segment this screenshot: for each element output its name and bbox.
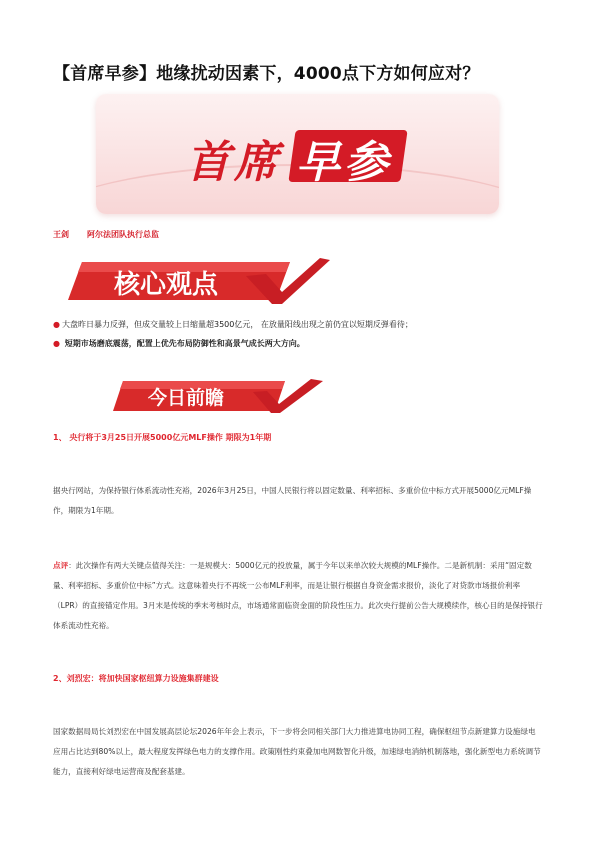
core-point-text: 大盘昨日暴力反弹，但成交量较上日缩量超3500亿元， 在放量阳线出现之前仍宜以短期反弹看待； <box>61 320 413 329</box>
list-item <box>53 315 553 334</box>
section-heading-core: 核心观点 <box>114 270 219 300</box>
comment-label: 点评 <box>53 561 69 570</box>
bullet-icon: ● <box>53 339 60 348</box>
section-heading-today: 今日前瞻 <box>148 387 225 409</box>
author-role: 阿尔法团队执行总监 <box>87 230 159 239</box>
author-line <box>53 229 159 240</box>
item2-body: 国家数据局局长刘烈宏在中国发展高层论坛2026年年会上表示，下一步将会同相关部门大力推进算电协同工程，确保枢纽节点新建算力设施绿电应用占比达到80%以上，最大程度发挥绿色电力的支撑作用。政策刚性约束叠加电网数智化升级，加速绿电消纳机制落地，强化新型电力系统调节能力，直接利好绿电运营商及配套基建。 <box>53 727 541 776</box>
core-point-text: 短期市场磨底震荡，配置上优先布局防御性和高景气成长两大方向。 <box>61 339 305 348</box>
item1-body: 据央行网站，为保持银行体系流动性充裕，2026年3月25日，中国人民银行将以固定数量、利率招标、多重价位中标方式开展5000亿元MLF操作，期限为1年期。 <box>53 486 532 515</box>
core-points-list <box>53 315 553 353</box>
item1-heading: 1、 央行将于3月25日开展5000亿元MLF操作 期限为1年期 <box>53 433 272 442</box>
author-name: 王剑 <box>53 230 69 239</box>
item1-comment <box>53 556 543 636</box>
banner-word-2: 早参 <box>296 137 392 188</box>
banner-word-1: 首席 <box>186 137 282 188</box>
item2-heading: 2、刘烈宏：将加快国家枢纽算力设施集群建设 <box>53 674 219 683</box>
article-title: 【首席早参】地缘扰动因素下，4000点下方如何应对？ <box>53 64 480 84</box>
bullet-icon: ● <box>53 320 60 329</box>
list-item <box>53 334 553 353</box>
header-banner-image <box>96 94 499 214</box>
comment-text: ：此次操作有两大关键点值得关注：一是规模大：5000亿元的投放量，属于今年以来单次较大规模的MLF操作。二是新机制：采用“固定数量、利率招标、多重价位中标”方式。这意味着央行不再统一公布MLF利率，而是让银行根据自身资金需求报价，淡化了对贷款市场报价利率（LPR）的直接锚定作用。3月末是传统的季末考核时点，市场通常面临资金面的阶段性压力。此次央行提前公告大规模续作，核心目的是保持银行体系流动性充裕。 <box>53 561 543 630</box>
section-banner-today <box>113 378 323 414</box>
section-banner-core <box>68 256 330 306</box>
